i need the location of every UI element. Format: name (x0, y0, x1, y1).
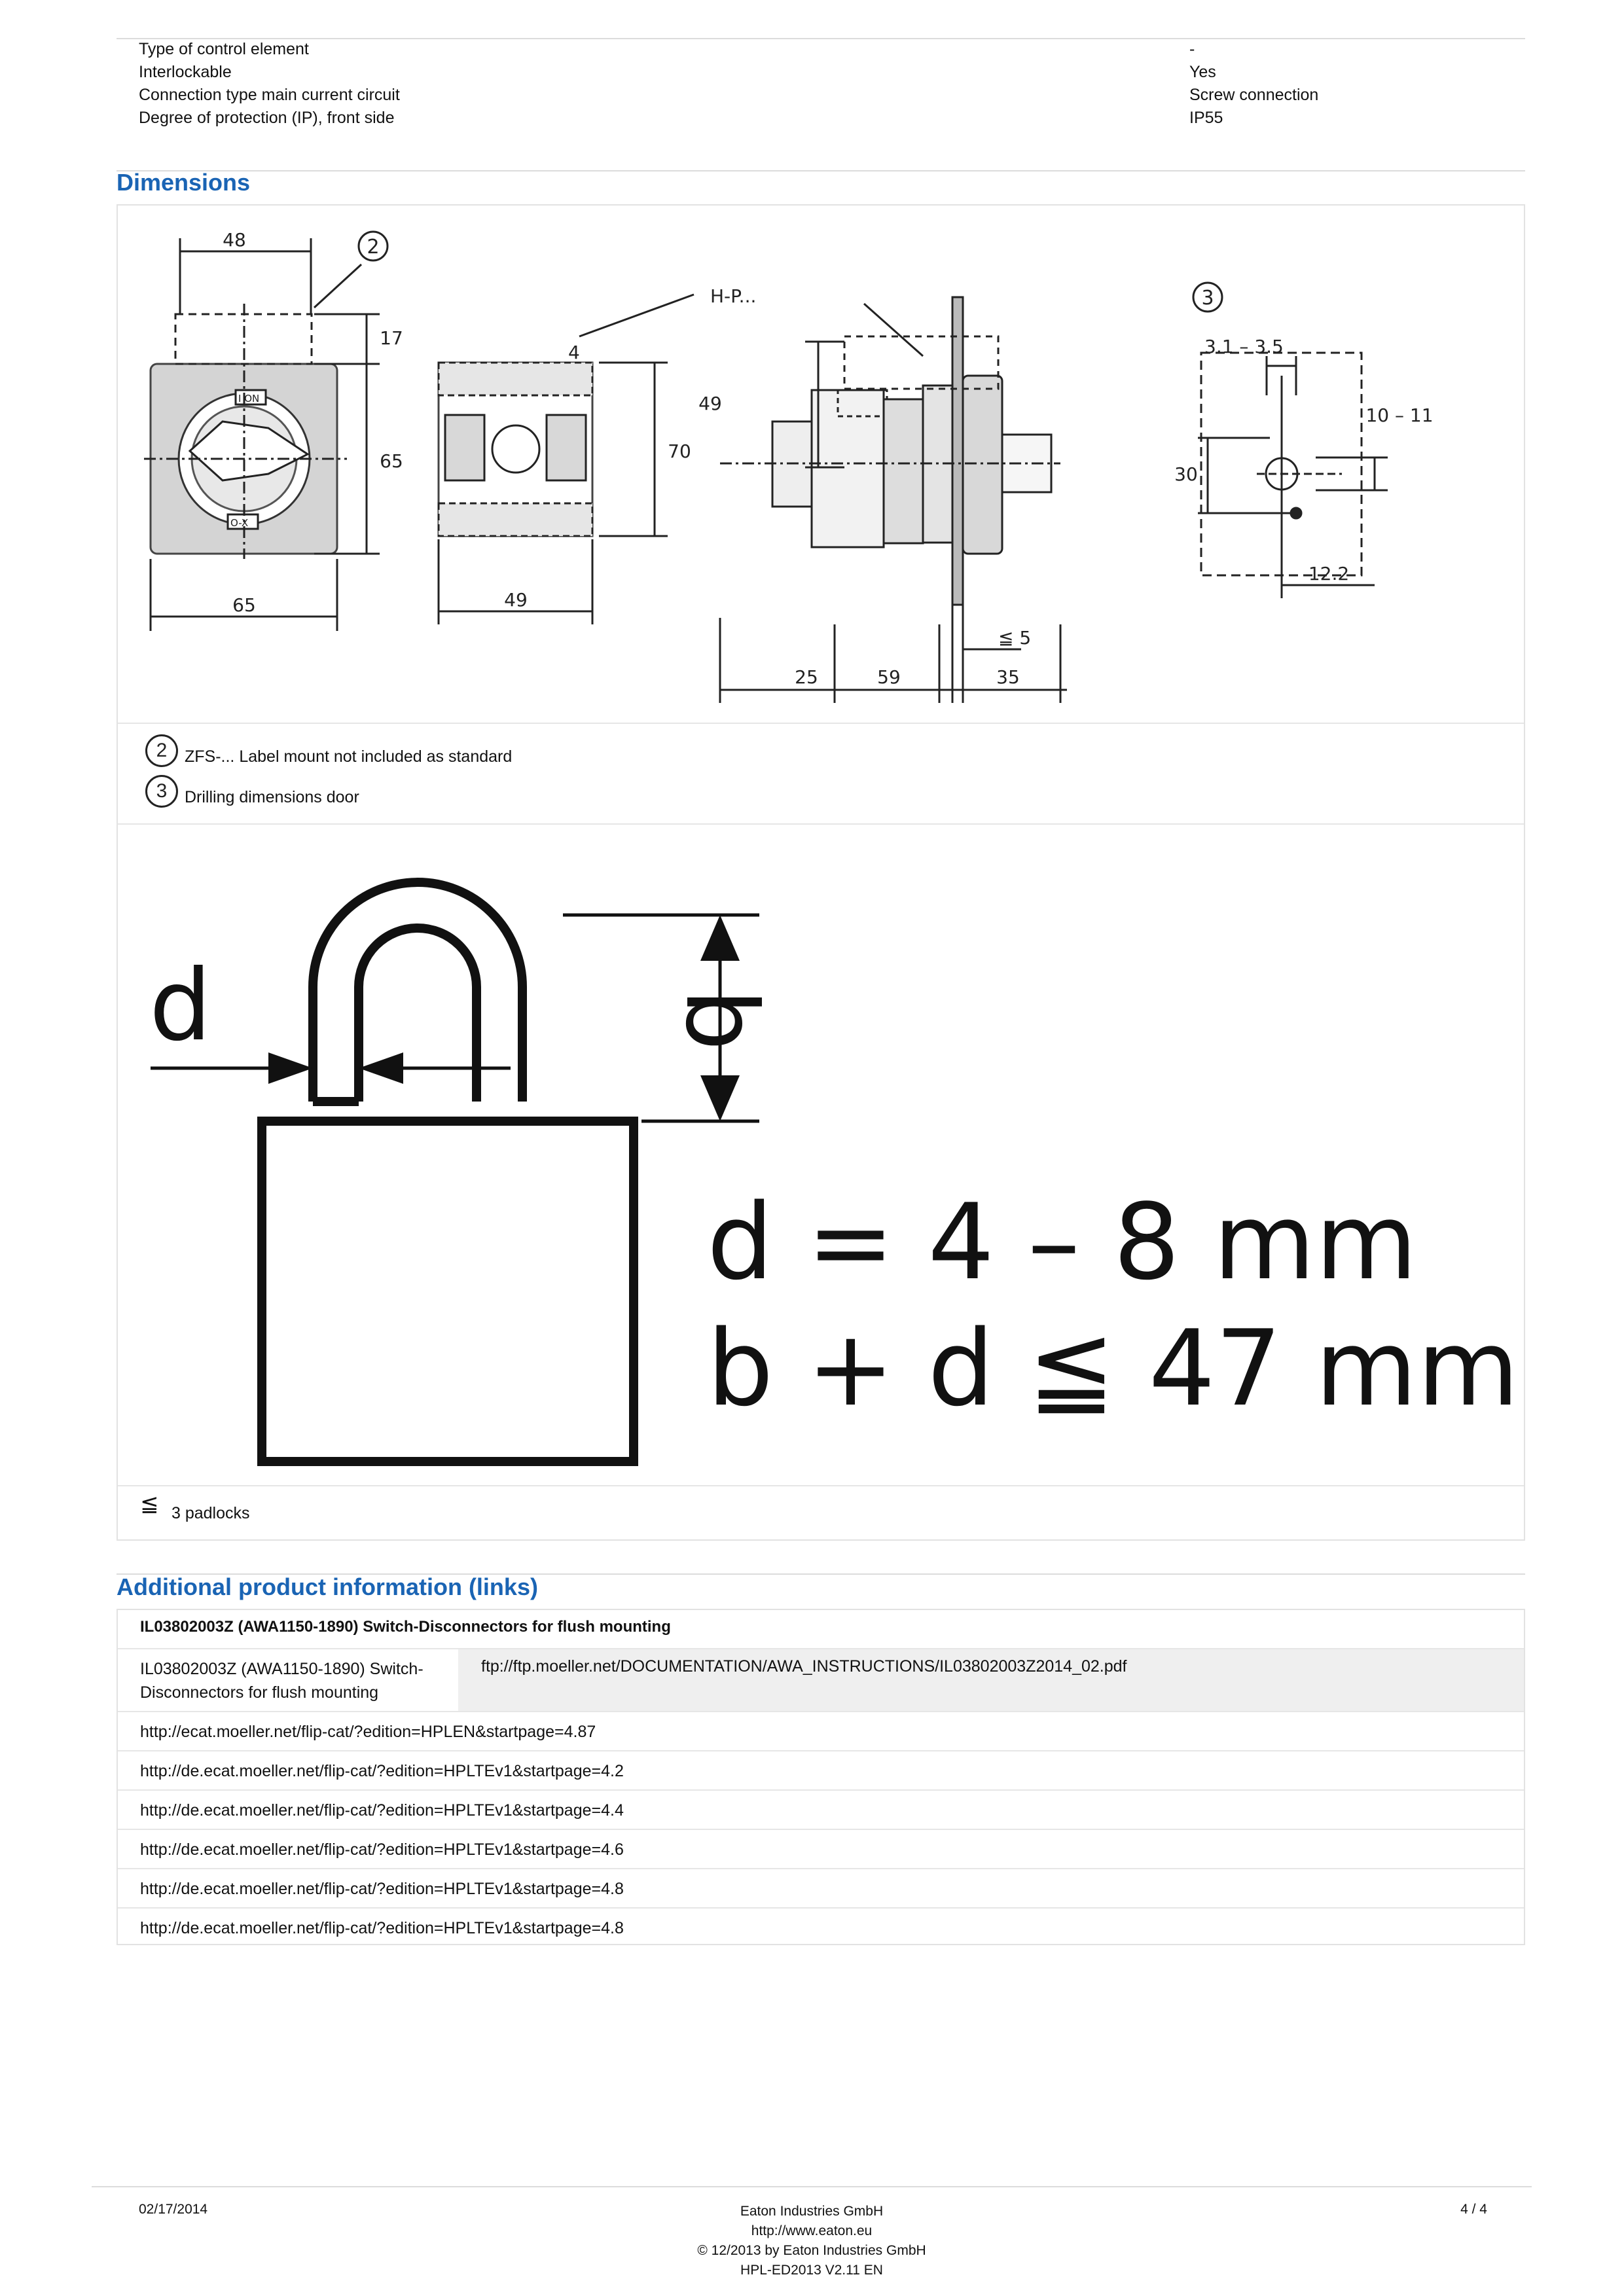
footer-copyright: © 12/2013 by Eaton Industries GmbH (697, 2243, 926, 2258)
dim-65-side: 65 (380, 450, 403, 472)
box-separator (118, 1485, 1524, 1486)
spec-row (139, 61, 1525, 84)
link-row (118, 1829, 1524, 1869)
note-text: Drilling dimensions door (185, 788, 359, 806)
door-panel (952, 297, 963, 605)
dim-on: I ON (238, 393, 260, 404)
dim-49-width: 49 (504, 589, 528, 611)
padlock-label-d: d (149, 949, 212, 1063)
spec-label: Interlockable (139, 63, 232, 81)
footer-rule (92, 2186, 1532, 2187)
dim-hp: H-P... (710, 285, 757, 307)
catalog-link[interactable]: http://de.ecat.moeller.net/flip-cat/?edition=HPLTEv1&startpage=4.8 (140, 1880, 624, 1898)
padlock-label-b: b (664, 988, 778, 1051)
doc-pdf-link[interactable]: ftp://ftp.moeller.net/DOCUMENTATION/AWA_INSTRUCTIONS/IL03802003Z2014_02.pdf (481, 1657, 1127, 1676)
footer-page-number: 4 / 4 (1460, 2202, 1487, 2217)
footer-website[interactable]: http://www.eaton.eu (751, 2223, 873, 2238)
footer-date: 02/17/2014 (139, 2202, 208, 2217)
dim-17: 17 (380, 327, 403, 349)
padlock-formula-2: b + d ≦ 47 mm (707, 1307, 1519, 1429)
dim-4: 4 (568, 342, 580, 363)
dim-25: 25 (795, 666, 818, 688)
padlock-note-icon: ≦ (140, 1492, 159, 1516)
dim-30: 30 (1174, 463, 1198, 485)
link-row (118, 1711, 1524, 1751)
footer-company (615, 2202, 1008, 2280)
dim-off: O-X (230, 517, 249, 529)
footer-company-name: Eaton Industries GmbH (740, 2204, 884, 2219)
spec-row (139, 107, 1525, 130)
doc-name (140, 1657, 424, 1704)
doc-name-line: IL03802003Z (AWA1150-1890) Switch- (140, 1660, 424, 1678)
catalog-link[interactable]: http://de.ecat.moeller.net/flip-cat/?edition=HPLTEv1&startpage=4.6 (140, 1840, 624, 1859)
dimensions-title: Dimensions (117, 169, 251, 196)
footer-edition: HPL-ED2013 V2.11 EN (740, 2263, 883, 2278)
link-row (118, 1750, 1524, 1791)
callout-2: 2 (367, 236, 380, 259)
catalog-link[interactable]: http://ecat.moeller.net/flip-cat/?edition=HPLEN&startpage=4.87 (140, 1723, 596, 1741)
section-rule (117, 170, 1525, 171)
links-title: Additional product information (links) (117, 1573, 538, 1600)
dim-49-height: 49 (698, 393, 722, 414)
catalog-link[interactable]: http://de.ecat.moeller.net/flip-cat/?edition=HPLTEv1&startpage=4.2 (140, 1762, 624, 1780)
note-text: ZFS-... Label mount not included as standard (185, 747, 513, 766)
dim-12-2: 12.2 (1308, 563, 1350, 584)
dim-10-11: 10 – 11 (1365, 404, 1434, 426)
links-table (117, 1609, 1525, 1945)
spec-label: Type of control element (139, 40, 309, 58)
spec-value: Yes (1189, 63, 1216, 81)
links-header: IL03802003Z (AWA1150-1890) Switch-Disconnectors for flush mounting (140, 1618, 671, 1636)
dim-48: 48 (223, 229, 246, 251)
dimension-drawing (118, 206, 1524, 723)
spec-row (139, 84, 1525, 107)
doc-name-line: Disconnectors for flush mounting (140, 1683, 379, 1702)
padlock-body (262, 1121, 634, 1462)
note-number-icon: 2 (145, 734, 178, 767)
link-row (118, 1868, 1524, 1909)
doc-row (118, 1648, 1524, 1712)
dim-65-bottom: 65 (232, 594, 256, 616)
dim-70: 70 (668, 440, 691, 462)
dim-3-1-3-5: 3.1 – 3.5 (1204, 336, 1284, 357)
box-separator (118, 723, 1524, 724)
padlock-note-text: 3 padlocks (171, 1504, 250, 1522)
callout-3: 3 (1201, 287, 1214, 310)
spec-value: - (1189, 40, 1195, 58)
link-row (118, 1907, 1524, 1946)
spec-value: Screw connection (1189, 86, 1319, 104)
dim-35: 35 (996, 666, 1020, 688)
spec-row (139, 38, 1525, 61)
spec-label: Connection type main current circuit (139, 86, 400, 104)
dim-59: 59 (877, 666, 901, 688)
note-number-icon: 3 (145, 775, 178, 808)
link-row (118, 1789, 1524, 1830)
dimensions-box (117, 204, 1525, 1541)
spec-value: IP55 (1189, 109, 1223, 127)
padlock-drawing (118, 823, 1524, 1491)
spec-label: Degree of protection (IP), front side (139, 109, 395, 127)
dim-le5: ≦ 5 (998, 627, 1032, 649)
padlock-formula-1: d = 4 – 8 mm (707, 1181, 1418, 1303)
catalog-link[interactable]: http://de.ecat.moeller.net/flip-cat/?edition=HPLTEv1&startpage=4.8 (140, 1919, 624, 1937)
catalog-link[interactable]: http://de.ecat.moeller.net/flip-cat/?edition=HPLTEv1&startpage=4.4 (140, 1801, 624, 1820)
